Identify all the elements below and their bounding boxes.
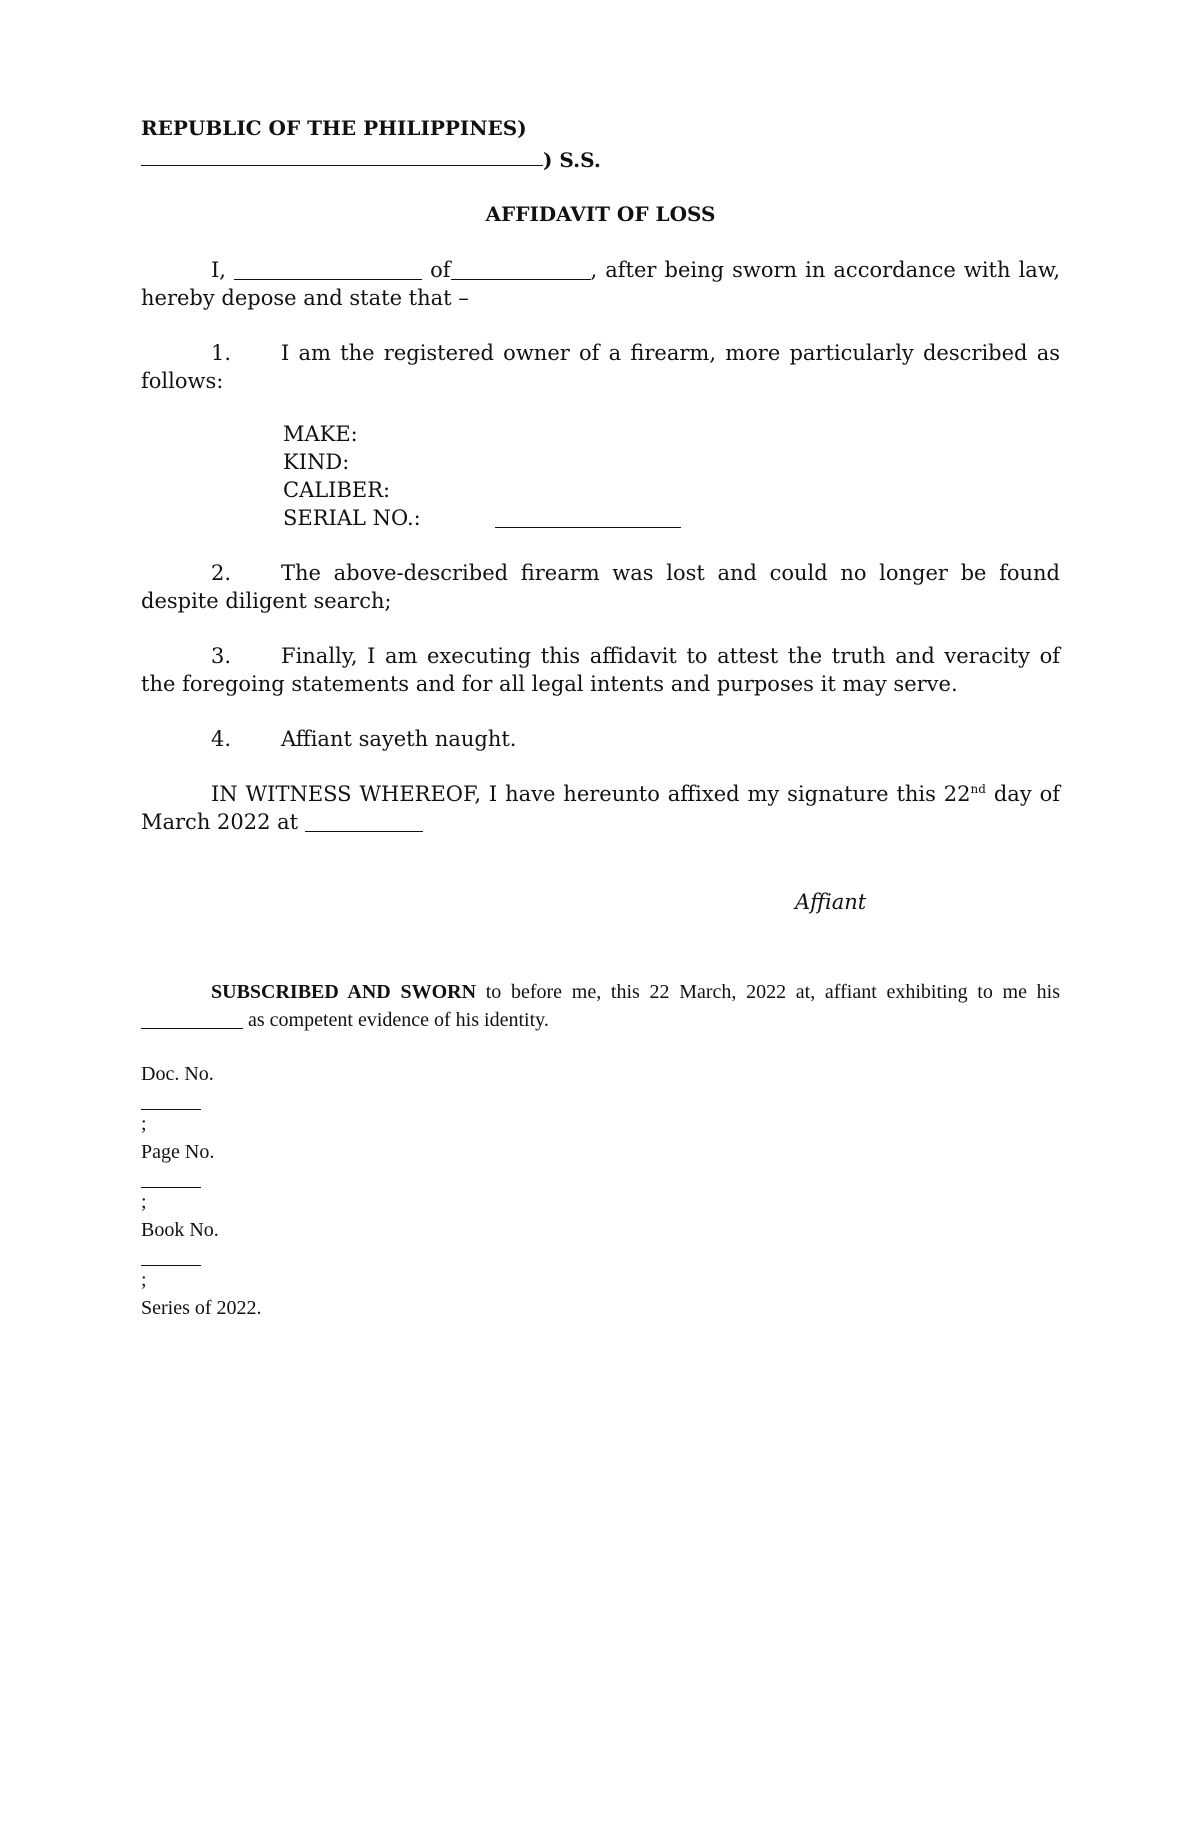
witness-paragraph: IN WITNESS WHEREOF, I have hereunto affixed my signature this 22nd day of March 2022 at <box>141 782 1060 834</box>
document-title: AFFIDAVIT OF LOSS <box>485 202 716 226</box>
serial-blank <box>495 506 681 528</box>
item-2: 2. The above-described firearm was lost and could no longer be found despite diligent search; <box>141 561 1060 613</box>
affiant-name-blank <box>234 258 422 280</box>
page-no: Page No. ; <box>141 1141 215 1213</box>
affiant-address-blank <box>451 258 591 280</box>
jurat-block <box>141 978 1060 1322</box>
firearm-make: MAKE: <box>283 422 358 446</box>
affiant-signature-label: Affiant <box>795 890 867 914</box>
affidavit-body <box>141 256 1060 863</box>
jurat-paragraph: SUBSCRIBED AND SWORN to before me, this 22 March, 2022 at, affiant exhibiting to me his as competent evidence of his identity. <box>141 978 1060 1034</box>
venue-republic: REPUBLIC OF THE PHILIPPINES) <box>141 116 527 140</box>
intro-paragraph: I, of , after being sworn in accordance with law, hereby depose and state that – <box>141 258 1060 310</box>
venue-city-line <box>141 144 1060 176</box>
doc-no: Doc. No. ; <box>141 1063 214 1135</box>
venue-ss: ) S.S. <box>543 148 601 172</box>
place-blank <box>305 810 423 832</box>
venue-block <box>141 112 1060 176</box>
book-no: Book No. ; <box>141 1219 219 1291</box>
item-1: 1. I am the registered owner of a firearm, more particularly described as follows: <box>141 341 1060 393</box>
firearm-serial: SERIAL NO.: <box>283 504 1060 532</box>
venue-blank <box>141 145 543 166</box>
id-blank <box>141 1007 243 1029</box>
item-3: 3. Finally, I am executing this affidavit to attest the truth and veracity of the foregoing statements and for all legal intents and purposes it may serve. <box>141 644 1060 696</box>
firearm-kind: KIND: <box>283 450 350 474</box>
notarial-register <box>141 1060 1060 1322</box>
firearm-description <box>283 420 1060 532</box>
series: Series of 2022. <box>141 1297 262 1319</box>
item-4: 4. Affiant sayeth naught. <box>211 727 517 751</box>
firearm-caliber: CALIBER: <box>283 478 391 502</box>
